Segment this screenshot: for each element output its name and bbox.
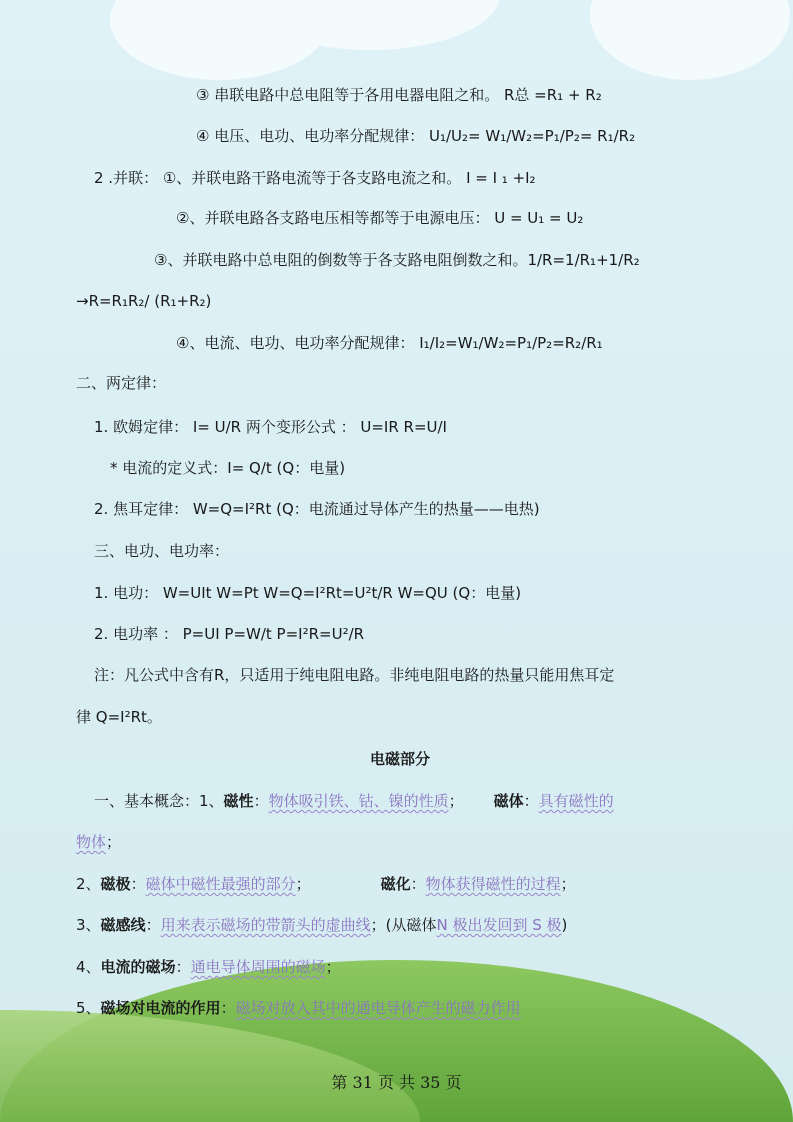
definition: 物体获得磁性的过程 xyxy=(425,875,561,893)
text-line: ③、并联电路中总电阻的倒数等于各支路电阻倒数之和。1/R=1/R₁+1/R₂ xyxy=(154,251,640,269)
concept-line xyxy=(76,873,576,895)
prefix: 3、 xyxy=(76,916,101,934)
text-line: 2 .并联： ①、并联电路干路电流等于各支路电流之和。 I = I ₁ +I₂ xyxy=(94,169,536,187)
term: 磁性 xyxy=(223,792,254,810)
prefix: 5、 xyxy=(76,999,101,1017)
semicolon: ； xyxy=(448,792,464,810)
term: 磁化 xyxy=(380,875,411,893)
concept-line xyxy=(76,997,521,1019)
text-line: 注：凡公式中含有R，只适用于纯电阻电路。非纯电阻电路的热量只能用焦耳定 xyxy=(94,666,615,684)
prefix: 2、 xyxy=(76,875,101,893)
definition: 用来表示磁场的带箭头的虚曲线 xyxy=(160,916,371,934)
section-heading: 二、两定律： xyxy=(76,374,167,392)
note-highlight: N 极出发回到 S 极 xyxy=(436,916,562,934)
text-line: 2. 焦耳定律： W=Q=I²Rt (Q：电流通过导体产生的热量——电热) xyxy=(94,500,540,518)
text-line: ④、电流、电功、电功率分配规律： I₁/I₂=W₁/W₂=P₁/P₂=R₂/R₁ xyxy=(176,334,603,352)
term: 磁极 xyxy=(100,875,131,893)
semicolon: ； xyxy=(106,833,122,851)
cloud-decoration xyxy=(590,0,790,80)
concept-line xyxy=(94,790,614,812)
definition: 磁体中磁性最强的部分 xyxy=(145,875,296,893)
colon: ： xyxy=(130,875,146,893)
text-line: 2. 电功率 ： P=UI P=W/t P=I²R=U²/R xyxy=(94,625,365,643)
prefix: 4、 xyxy=(76,958,101,976)
page-number: 第 31 页 共 35 页 xyxy=(331,1073,462,1092)
colon: ： xyxy=(410,875,426,893)
colon: ： xyxy=(523,792,539,810)
colon: ： xyxy=(220,999,236,1017)
note: ；(从磁体 xyxy=(370,916,437,934)
definition: 物体 xyxy=(76,833,107,851)
semicolon: ； xyxy=(295,875,311,893)
term: 磁场对电流的作用 xyxy=(100,999,221,1017)
text-line: ③ 串联电路中总电阻等于各用电器电阻之和。 R总 =R₁ + R₂ xyxy=(196,86,602,104)
definition: 物体吸引铁、钴、镍的性质 xyxy=(268,792,449,810)
section-title: 电磁部分 xyxy=(370,750,431,768)
text-line: 律 Q=I²Rt。 xyxy=(76,708,162,726)
concept-line xyxy=(76,956,341,978)
term: 磁感线 xyxy=(100,916,146,934)
note: ) xyxy=(561,916,568,934)
definition: 具有磁性的 xyxy=(538,792,614,810)
colon: ： xyxy=(175,958,191,976)
concept-line xyxy=(76,914,567,936)
prefix: 一、基本概念：1、 xyxy=(94,792,224,810)
term: 电流的磁场 xyxy=(100,958,176,976)
definition: 磁场对放入其中的通电导体产生的磁力作用 xyxy=(235,999,521,1017)
text-line: 1. 电功： W=UIt W=Pt W=Q=I²Rt=U²t/R W=QU (Q：电量) xyxy=(94,584,522,602)
semicolon: ； xyxy=(325,958,341,976)
term: 磁体 xyxy=(493,792,524,810)
text-line: ②、并联电路各支路电压相等都等于电源电压： U = U₁ = U₂ xyxy=(176,209,584,227)
colon: ： xyxy=(145,916,161,934)
section-heading: 三、电功、电功率： xyxy=(94,542,230,560)
text-line: ④ 电压、电功、电功率分配规律： U₁/U₂= W₁/W₂=P₁/P₂= R₁/R₂ xyxy=(196,127,636,145)
concept-line xyxy=(76,831,121,853)
text-line: →R=R₁R₂/ (R₁+R₂) xyxy=(76,292,212,310)
semicolon: ； xyxy=(560,875,576,893)
text-line: 1. 欧姆定律： I= U/R 两个变形公式 ： U=IR R=U/I xyxy=(94,418,447,436)
definition: 通电导体周围的磁场 xyxy=(190,958,326,976)
text-line: * 电流的定义式：I= Q/t (Q：电量) xyxy=(110,459,346,477)
colon: ： xyxy=(253,792,269,810)
